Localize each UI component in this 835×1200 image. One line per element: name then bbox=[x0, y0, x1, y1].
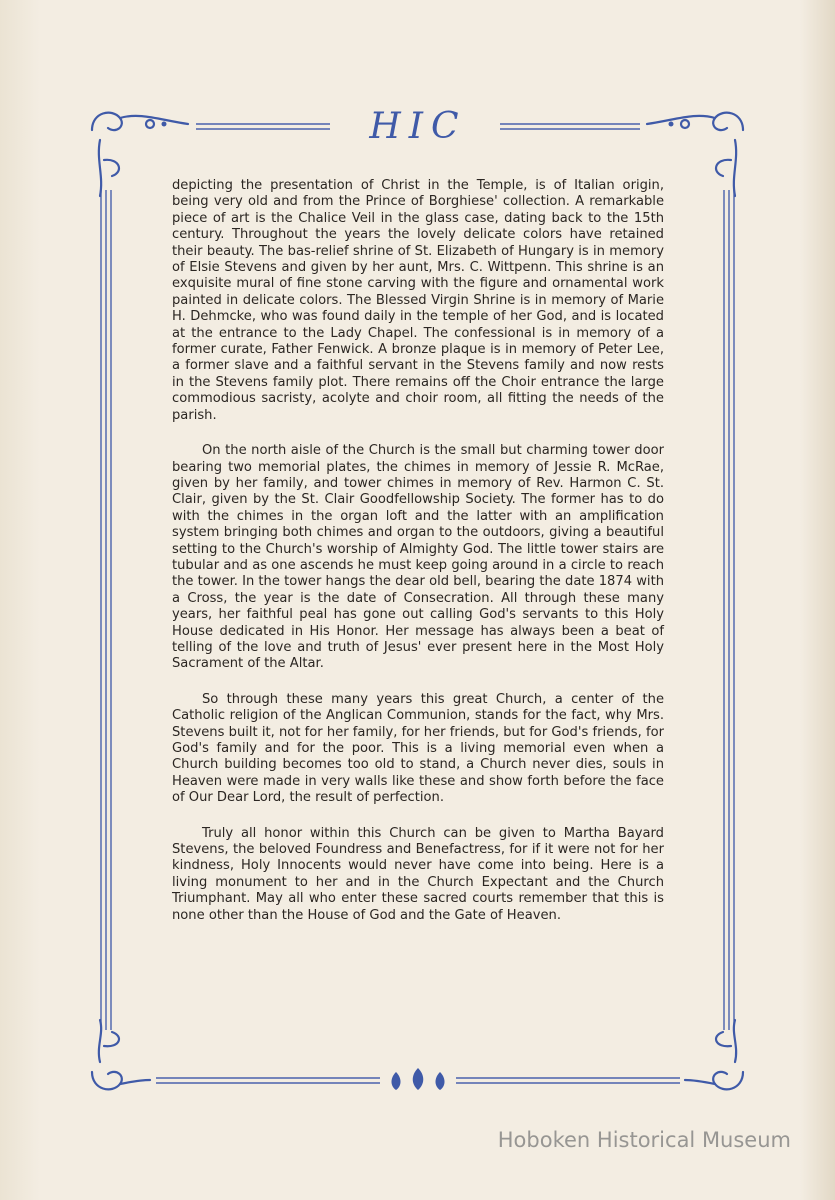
page-monogram: HIC bbox=[369, 106, 467, 147]
paragraph-2: On the north aisle of the Church is the small but charming tower door bearing two memorial plates, the chimes in memory of Jessie R. McRae, given by her family, and tower chimes in memory of Rev. Harmon C. St. Clair, given by the St. Clair Goodfellowship Society. The former has to do with the chimes in the organ loft and the latter with an amplification system bringing both chimes and organ to the outdoors, giving a beautiful setting to the Church's worship of Almighty God. The little tower stairs are tubular and as one ascends he must keep going around in a circle to reach the tower. In the tower hangs the dear old bell, bearing the date 1874 with a Cross, the year is the date of Consecration. All through these many years, her faithful peal has gone out calling God's servants to this Holy House dedicated in His Honor. Her message has always been a beat of telling of the love and truth of Jesus' ever present here in the Most Holy Sacrament of the Altar. bbox=[172, 443, 664, 672]
paragraph-1: depicting the presentation of Christ in the Temple, is of Italian origin, being very old and from the Prince of Borghiese' collection. A remarkable piece of art is the Chalice Veil in the glass case, dating back to the 15th century. Throughout the years the lovely delicate colors have retained their beauty. The bas-relief shrine of St. Elizabeth of Hungary is in memory of Elsie Stevens and given by her aunt, Mrs. C. Wittpenn. This shrine is an exquisite mural of fine stone carving with the figure and ornamental work painted in delicate colors. The Blessed Virgin Shrine is in memory of Marie H. Dehmcke, who was found daily in the temple of her God, and is located at the entrance to the Lady Chapel. The confessional is in memory of a former curate, Father Fenwick. A bronze plaque is in memory of Peter Lee, a former slave and a faithful servant in the Stevens family and now rests in the Stevens family plot. There remains off the Choir entrance the large commodious sacristy, acolyte and choir room, all fitting the needs of the parish. bbox=[172, 178, 664, 423]
body-text bbox=[172, 178, 664, 943]
paragraph-4: Truly all honor within this Church can be given to Martha Bayard Stevens, the beloved Foundress and Benefactress, for if it were not for her kindness, Holy Innocents would never have come into being. Here is a living monument to her and in the Church Expectant and the Church Triumphant. May all who enter these sacred courts remember that this is none other than the House of God and the Gate of Heaven. bbox=[172, 825, 664, 923]
museum-watermark: Hoboken Historical Museum bbox=[497, 1128, 791, 1152]
paragraph-3: So through these many years this great Church, a center of the Catholic religion of the Anglican Communion, stands for the fact, why Mrs. Stevens built it, not for her family, for her friends, but for God's friends, for God's family and for the poor. This is a living memorial even when a Church building becomes too old to stand, a Church never dies, souls in Heaven were made in very walls like these and show forth before the face of Our Dear Lord, the result of perfection. bbox=[172, 691, 664, 806]
